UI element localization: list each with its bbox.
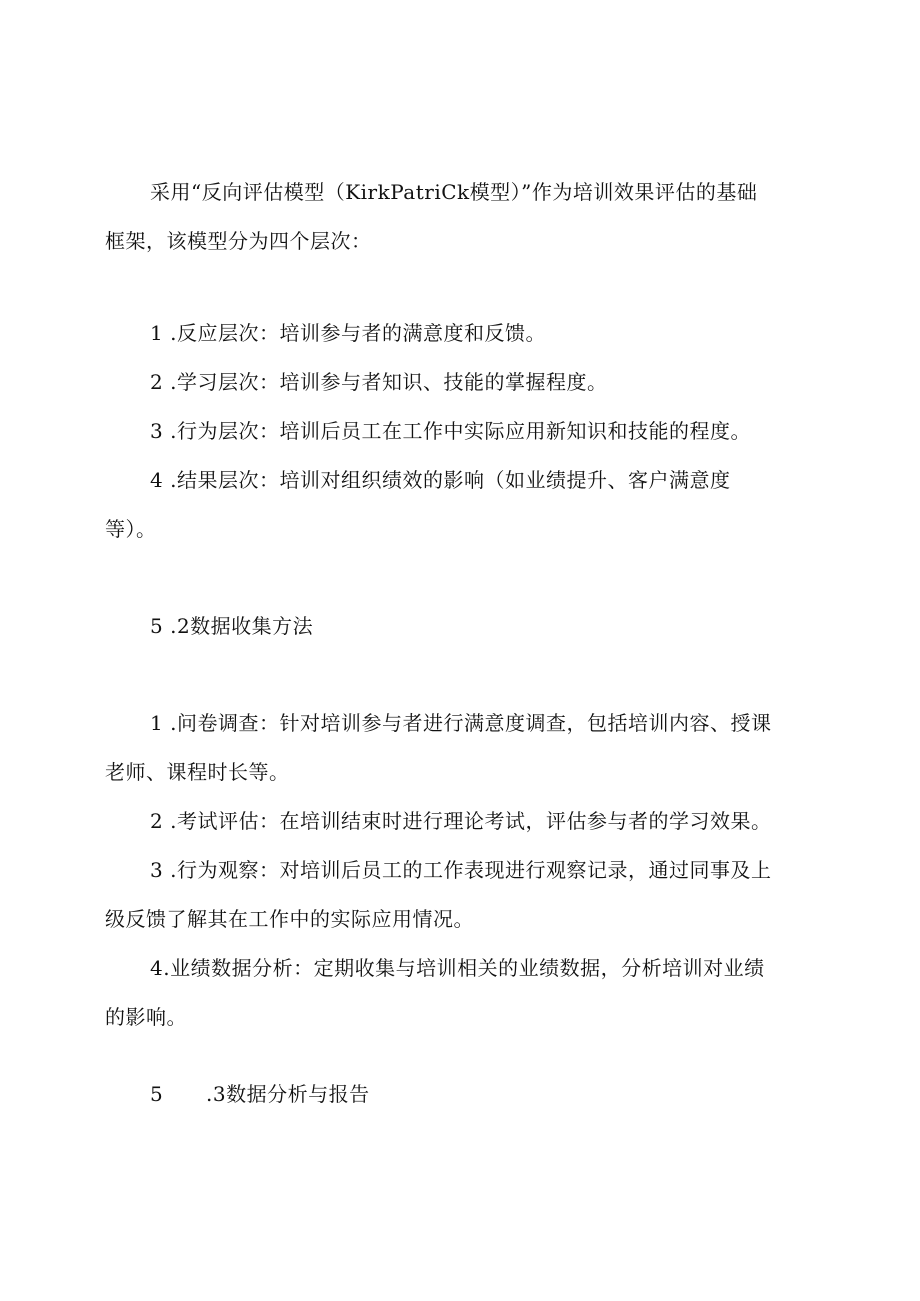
section-heading-5-3-number: 5: [150, 1082, 164, 1106]
method-item-1-line-1: 1 .问卷调查：针对培训参与者进行满意度调查，包括培训内容、授课: [150, 711, 772, 735]
method-item-2: 2 .考试评估：在培训结束时进行理论考试，评估参与者的学习效果。: [150, 809, 772, 833]
method-item-1-line-2: 老师、课程时长等。: [105, 760, 290, 784]
intro-line-1: 采用“反向评估模型（KirkPatriCk模型）”作为培训效果评估的基础: [150, 180, 758, 204]
section-heading-5-3-title: .3数据分析与报告: [206, 1082, 370, 1106]
level-item-1: 1 .反应层次：培训参与者的满意度和反馈。: [150, 321, 546, 345]
method-item-3-line-1: 3 .行为观察：对培训后员工的工作表现进行观察记录，通过同事及上: [150, 858, 772, 882]
level-item-3: 3 .行为层次：培训后员工在工作中实际应用新知识和技能的程度。: [150, 419, 751, 443]
method-item-4-line-1: 4.业绩数据分析：定期收集与培训相关的业绩数据，分析培训对业绩: [150, 956, 765, 980]
level-item-4-line-2: 等）。: [105, 517, 157, 541]
method-item-4-line-2: 的影响。: [105, 1005, 187, 1029]
method-item-3-line-2: 级反馈了解其在工作中的实际应用情况。: [105, 907, 474, 931]
level-item-2: 2 .学习层次：培训参与者知识、技能的掌握程度。: [150, 370, 608, 394]
intro-line-2: 框架，该模型分为四个层次：: [105, 229, 372, 253]
level-item-4-line-1: 4 .结果层次：培训对组织绩效的影响（如业绩提升、客户满意度: [150, 468, 731, 492]
section-heading-5-2: 5 .2数据收集方法: [150, 614, 314, 638]
